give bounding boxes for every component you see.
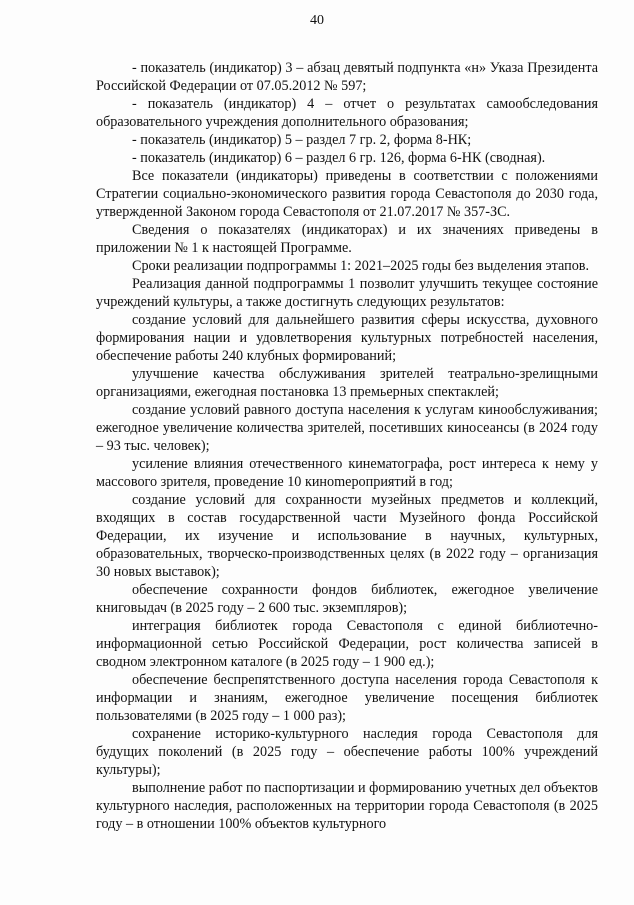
paragraph: выполнение работ по паспортизации и формированию учетных дел объектов культурного наследия, расположенных на территории города Севастополя (в 2025 году – в отношении 100% объектов культурного bbox=[96, 780, 598, 832]
paragraph: создание условий для сохранности музейных предметов и коллекций, входящих в состав государственной части Музейного фонда Российской Федерации, их изучение и использование в научных, культурных, образовательных, творческо-производственных целях (в 2022 году – организация 30 новых выставок); bbox=[96, 492, 598, 580]
paragraph: Сроки реализации подпрограммы 1: 2021–2025 годы без выделения этапов. bbox=[132, 258, 590, 274]
paragraph: обеспечение беспрепятственного доступа населения города Севастополя к информации и знаниям, ежегодное увеличение посещения библиотек пользователями (в 2025 году – 1 000 раз); bbox=[96, 672, 598, 724]
paragraph: - показатель (индикатор) 3 – абзац девятый подпункта «н» Указа Президента Российской Федерации от 07.05.2012 № 597; bbox=[96, 60, 598, 94]
paragraph: - показатель (индикатор) 4 – отчет о результатах самообследования образовательного учреждения дополнительного образования; bbox=[96, 96, 598, 130]
paragraph: усиление влияния отечественного кинематографа, рост интереса к нему у массового зрителя, проведение 10 кинomероприятий в год; bbox=[96, 456, 598, 490]
paragraph: создание условий для дальнейшего развития сферы искусства, духовного формирования нации и удовлетворения культурных потребностей населения, обеспечение работы 240 клубных формирований; bbox=[96, 312, 598, 364]
paragraph: интеграция библиотек города Севастополя с единой библиотечно-информационной сетью Российской Федерации, рост количества записей в сводном электронном каталоге (в 2025 году – 1 900 ед.); bbox=[96, 618, 598, 670]
paragraph: Сведения о показателях (индикаторах) и их значениях приведены в приложении № 1 к настоящей Программе. bbox=[96, 222, 598, 256]
paragraph: - показатель (индикатор) 6 – раздел 6 гр. 126, форма 6-НК (сводная). bbox=[132, 150, 546, 166]
page-number: 40 bbox=[310, 13, 324, 28]
paragraph: обеспечение сохранности фондов библиотек, ежегодное увеличение книговыдач (в 2025 году – 2 600 тыс. экземпляров); bbox=[96, 582, 598, 616]
document-body bbox=[96, 59, 598, 833]
paragraph: - показатель (индикатор) 5 – раздел 7 гр. 2, форма 8-НК; bbox=[132, 132, 472, 148]
paragraph: Реализация данной подпрограммы 1 позволит улучшить текущее состояние учреждений культуры, а также достигнуть следующих результатов: bbox=[96, 276, 598, 310]
paragraph: создание условий равного доступа населения к услугам кинообслуживания; ежегодное увеличение количества зрителей, посетивших киносеансы (в 2024 году – 93 тыс. человек); bbox=[96, 402, 598, 454]
paragraph: Все показатели (индикаторы) приведены в соответствии с положениями Стратегии социально-экономического развития города Севастополя до 2030 года, утвержденной Законом города Севастополя от 21.07.2017 № 357-ЗС. bbox=[96, 168, 598, 220]
paragraph: сохранение историко-культурного наследия города Севастополя для будущих поколений (в 2025 году – обеспечение работы 100% учреждений культуры); bbox=[96, 726, 598, 778]
paragraph: улучшение качества обслуживания зрителей театрально-зрелищными организациями, ежегодная постановка 13 премьерных спектаклей; bbox=[96, 366, 598, 400]
